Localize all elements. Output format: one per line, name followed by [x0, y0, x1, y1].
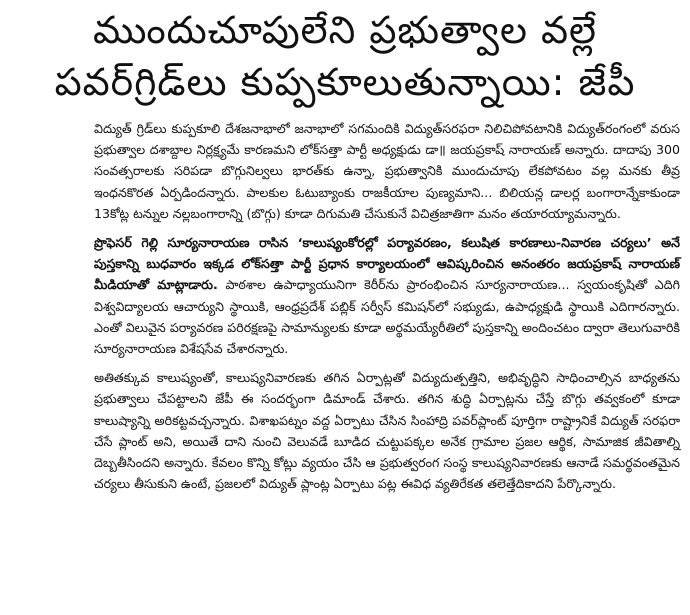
paragraph-3-text: అతితక్కువ కాలుష్యంతో, కాలుష్యనివారణకు తగిన ఏర్పాట్లతో విద్యుదుత్పత్తిని, అభివృద్ధిని సాధించాల్సిన బాధ్యతను ప్రభుత్వాలు చేపట్టాలని జేపీ ఈ సందర్భంగా డిమాండ్ చేశారు. తగిన శుద్ధి ఏర్పాట్లను చేస్తే బొగ్గు తవ్వకంలో కూడా కాలుష్యాన్ని అరికట్టవచ్చన్నారు. విశాఖపట్నం వద్ద ఏర్పాటు చేసిన సింహాద్రి పవర్‌ప్లాంట్ పూర్తిగా రాష్ట్రానికే విద్యుత్ సరఫరా చేసే ప్లాంట్ అని, అయితే దాని నుంచి వెలువడే బూడిద చుట్టుపక్కల అనేక గ్రామాల ప్రజల ఆర్థిక, సామాజిక జీవితాల్ని దెబ్బతీసిందని అన్నారు. కేవలం కొన్ని కోట్లు వ్యయం చేసి ఆ ప్రభుత్వరంగ సంస్థ కాలుష్యనివారణకు ఆనాడే సమర్థవంతమైన చర్యలు తీసుకుని ఉంటే, ప్రజలలో విద్యుత్ ప్లాంట్ల ఏర్పాటు పట్ల ఈవిధ వ్యతిరేకత తలెత్తేదికాదని పేర్కొన్నారు.	[94, 370, 680, 492]
paragraph-2-lead: ప్రొఫెసర్ గెల్లి సూర్యనారాయణ రాసిన ‘కాలుష్యంకోరల్లో పర్యావరణం, కలుషిత కారణాలు-నివారణ చర్యలు’ అనే పుస్తకాన్ని బుధవారం ఇక్కడ లోక్‌సత్తా పార్టీ ప్రధాన కార్యాలయంలో ఆవిష్కరించిన అనంతరం జయప్రకాష్ నారాయణ్ మీడియాతో మాట్లాడారు.	[94, 235, 680, 293]
headline-line-1: ముందుచూపులేని ప్రభుత్వాల వల్లే	[93, 8, 597, 52]
paragraph-2-text: పాఠశాల ఉపాధ్యాయునిగా కెరీర్‌ను ప్రారంభించిన సూర్యనారాయణ... స్వయంకృషితో ఎదిగి విశ్వవిద్యాలయ ఆచార్యుని స్థాయికి, ఆంధ్రప్రదేశ్ పబ్లిక్ సర్వీస్ కమిషన్‌లో సభ్యుడు, ఉపాధ్యక్షుడి స్థాయికి ఎదిగారన్నారు. ఎంతో విలువైన పర్యావరణ పరిరక్షణపై సామాన్యులకు కూడా అర్థమయ్యేరీతిలో పుస్తకాన్ని అందించటం ద్వారా తెలుగువారికి సూర్యనారాయణ విశేషసేవ చేశారన్నారు.	[94, 277, 680, 357]
article-body	[94, 118, 680, 502]
paragraph-2	[94, 232, 680, 359]
paragraph-1	[94, 118, 680, 224]
paragraph-3	[94, 367, 680, 494]
headline	[18, 4, 672, 108]
headline-line-2: పవర్‌గ్రిడ్‌లు కుప్పకూలుతున్నాయి: జేపీ	[54, 60, 636, 104]
paragraph-1-text: విద్యుత్ గ్రిడ్‌లు కుప్పకూలి దేశజనాభాలో జనాభాలో సగమందికి విద్యుత్‌సరఫరా నిలిచిపోవటానికి విద్యుత్‌రంగంలో వరుస ప్రభుత్వాల దశాబ్దాల నిర్లక్ష్యమే కారణమని లోక్‌సత్తా పార్టీ అధ్యక్షుడు డా॥ జయప్రకాష్ నారాయణ్ అన్నారు. దాదాపు 300 సంవత్సరాలకు సరిపడా బొగ్గునిల్వలు భారత్‌కు ఉన్నా, ప్రభుత్వానికి ముందుచూపు లేకపోవటం వల్ల మనకు తీవ్ర ఇంధనకొరత ఏర్పడిందన్నారు. పాలకుల ఓటుబ్యాంకు రాజకీయాల పుణ్యమాని... బిలియన్ల డాలర్ల బంగారాన్నేకాకుండా 13కోట్ల టన్నుల నల్లబంగారాన్ని (బొగ్గు) కూడా దిగుమతి చేసుకునే విచిత్రజాతిగా మనం తయారయ్యామన్నారు.	[94, 121, 680, 221]
